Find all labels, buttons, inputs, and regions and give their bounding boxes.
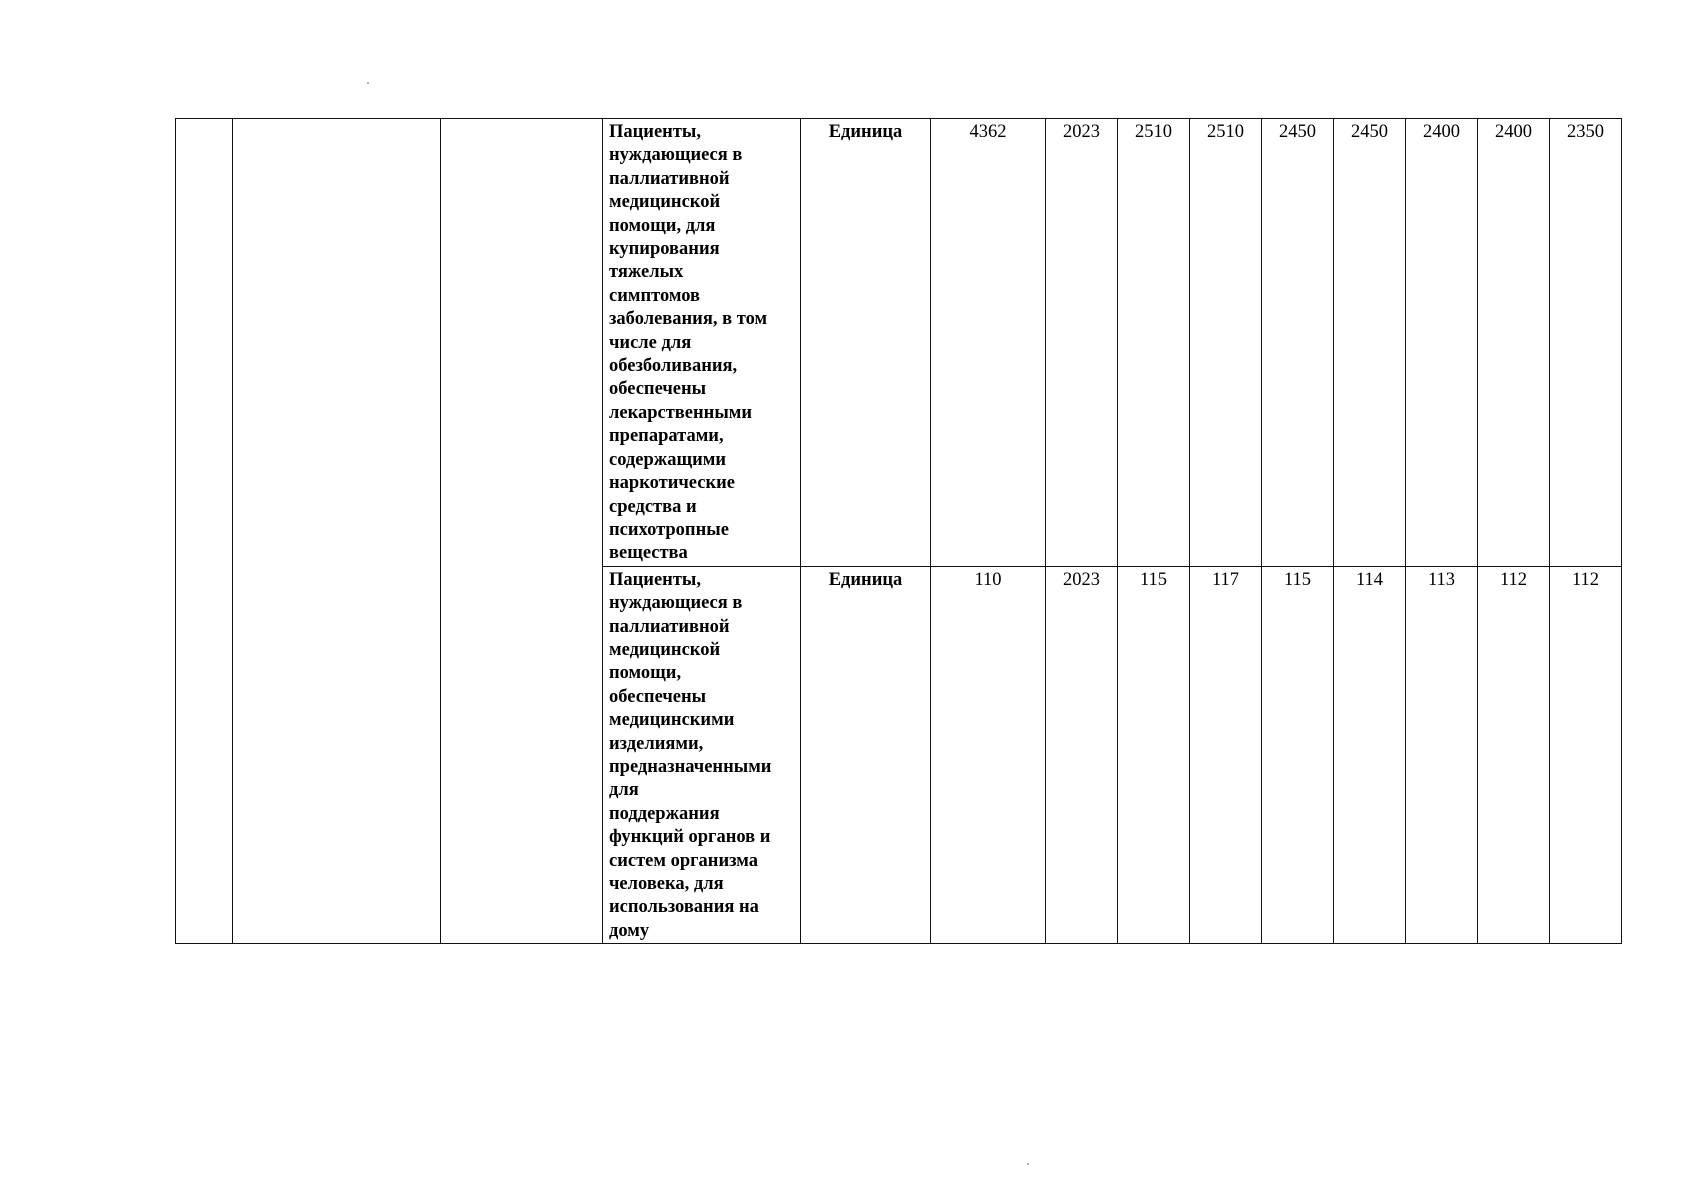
value-cell: 112 — [1550, 566, 1622, 944]
value-cell: 114 — [1334, 566, 1406, 944]
value-cell: 2400 — [1406, 119, 1478, 567]
base-year-cell: 2023 — [1046, 119, 1118, 567]
indicators-table — [175, 118, 1622, 944]
scan-speck — [1027, 1163, 1029, 1165]
value-cell: 115 — [1118, 566, 1190, 944]
value-cell: 2510 — [1118, 119, 1190, 567]
indicator-description: Пациенты, нуждающиеся в паллиативной медицинской помощи, обеспечены медицинскими изделиями, предназначенными для поддержания функций органов и систем организма человека, для использования на дому — [603, 566, 801, 944]
unit-cell: Единица — [801, 566, 931, 944]
empty-cell-goal — [441, 119, 603, 944]
value-cell: 2510 — [1190, 119, 1262, 567]
value-cell: 2350 — [1550, 119, 1622, 567]
base-value-cell: 110 — [931, 566, 1046, 944]
empty-cell-name — [233, 119, 441, 944]
empty-cell-number — [176, 119, 233, 944]
indicator-description: Пациенты, нуждающиеся в паллиативной медицинской помощи, для купирования тяжелых симптомов заболевания, в том числе для обезболивания, обеспечены лекарственными препаратами, содержащими наркотические средства и психотропные вещества — [603, 119, 801, 567]
value-cell: 112 — [1478, 566, 1550, 944]
value-cell: 117 — [1190, 566, 1262, 944]
unit-cell: Единица — [801, 119, 931, 567]
table-row — [176, 119, 1622, 567]
value-cell: 115 — [1262, 566, 1334, 944]
base-year-cell: 2023 — [1046, 566, 1118, 944]
scan-speck — [367, 82, 369, 84]
value-cell: 2450 — [1334, 119, 1406, 567]
value-cell: 2400 — [1478, 119, 1550, 567]
value-cell: 2450 — [1262, 119, 1334, 567]
value-cell: 113 — [1406, 566, 1478, 944]
base-value-cell: 4362 — [931, 119, 1046, 567]
